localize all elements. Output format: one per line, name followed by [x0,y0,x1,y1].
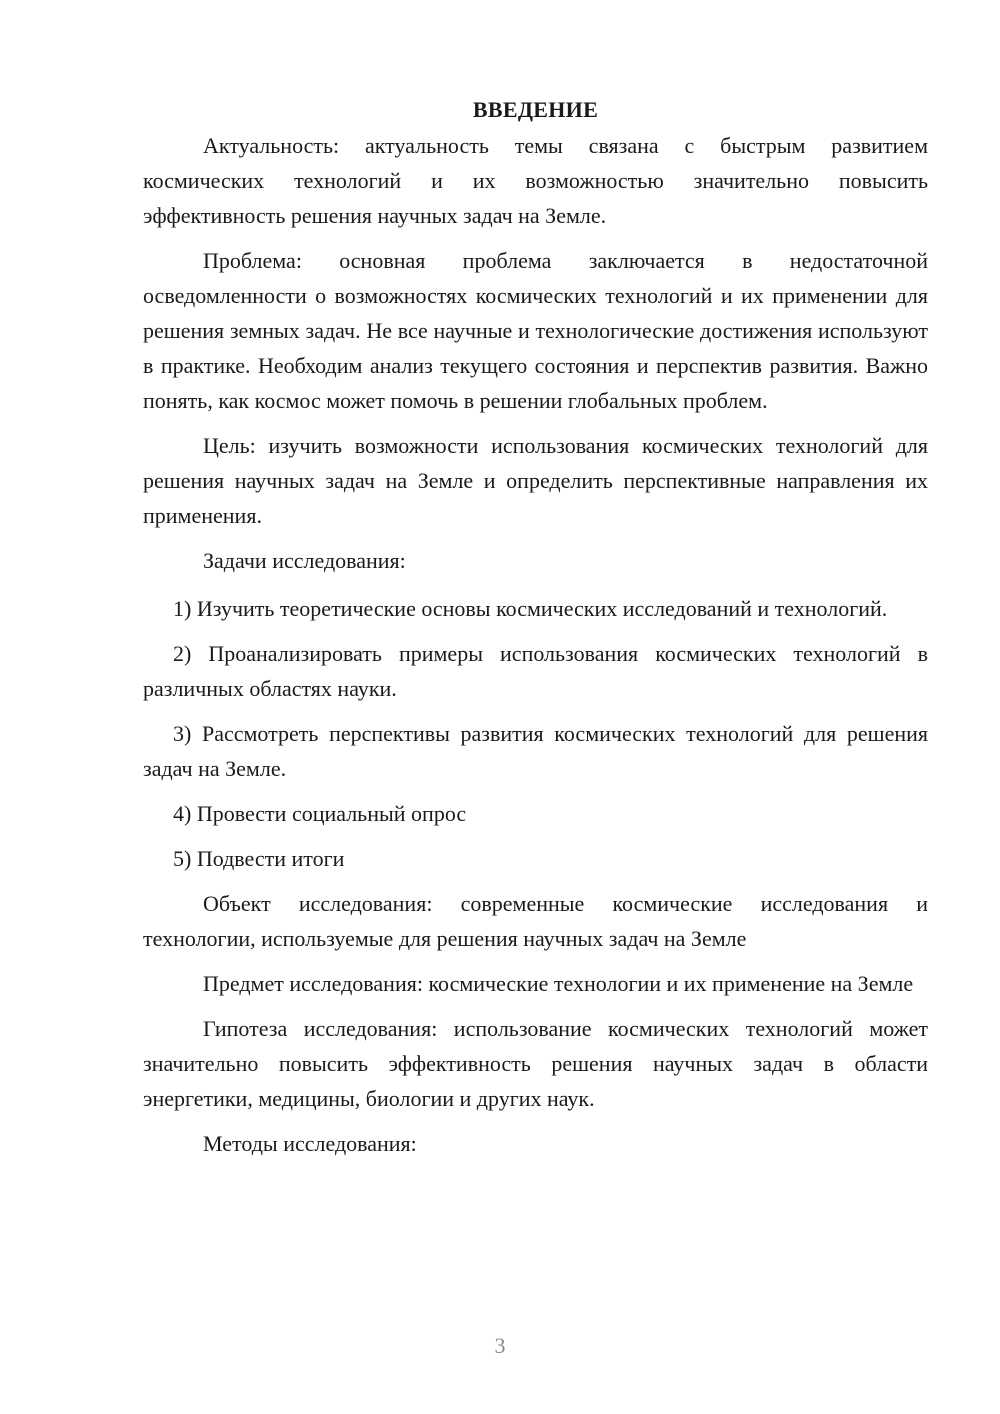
list-item-task-2: 2) Проанализировать примеры использования космических технологий в различных областях науки. [143,641,928,701]
paragraph-problem: Проблема: основная проблема заключается в недостаточной осведомленности о возможностях космических технологий и их применении для решения земных задач. Не все научные и технологические достижения используют в практике. Необходим анализ текущего состояния и перспектив развития. Важно понять, как космос может помочь в решении глобальных проблем. [143,248,928,413]
section-heading: ВВЕДЕНИЕ [472,97,599,122]
list-item-task-3: 3) Рассмотреть перспективы развития космических технологий для решения задач на Земле. [143,721,928,781]
list-item-task-4: 4) Провести социальный опрос [173,801,467,826]
page-number: 3 [494,1333,506,1358]
tasks-heading: Задачи исследования: [203,548,406,573]
paragraph-relevance: Актуальность: актуальность темы связана с быстрым развитием космических технологий и их возможностью значительно повысить эффективность решения научных задач на Земле. [143,133,928,228]
paragraph-hypothesis: Гипотеза исследования: использование космических технологий может значительно повысить эффективность решения научных задач в области энергетики, медицины, биологии и других наук. [143,1016,928,1111]
list-item-task-1: 1) Изучить теоретические основы космических исследований и технологий. [173,596,888,621]
document-page [143,92,928,1171]
paragraph-object: Объект исследования: современные космические исследования и технологии, используемые для решения научных задач на Земле [143,891,928,951]
list-item-task-5: 5) Подвести итоги [173,846,345,871]
paragraph-subject: Предмет исследования: космические технологии и их применение на Земле [203,971,914,996]
paragraph-methods: Методы исследования: [203,1131,417,1156]
paragraph-goal: Цель: изучить возможности использования космических технологий для решения научных задач на Земле и определить перспективные направления их применения. [143,433,928,528]
